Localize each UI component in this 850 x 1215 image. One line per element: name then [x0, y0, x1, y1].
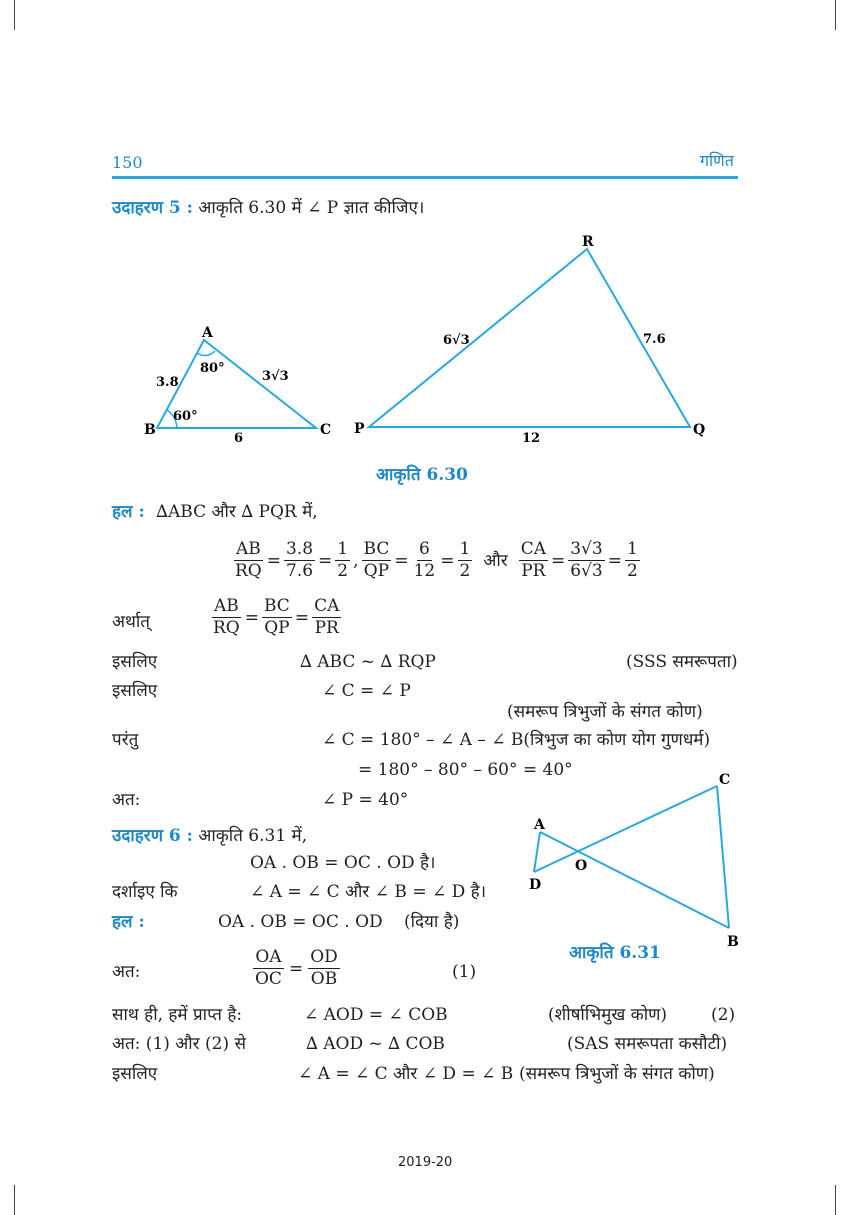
calc-line: = 180° – 80° – 60° = 40° — [358, 760, 573, 780]
example6-text: आकृति 6.31 में, — [198, 826, 308, 846]
side-pr-label: 6√3 — [443, 333, 470, 348]
fig631-vertex-c: C — [719, 772, 731, 788]
side-ac-label: 3√3 — [262, 369, 289, 384]
saath-expr: ∠ AOD = ∠ COB — [304, 1005, 448, 1025]
isliye-expr: ∠ A = ∠ C और ∠ D = ∠ B — [298, 1064, 514, 1084]
equation-2-label: (2) — [711, 1005, 736, 1025]
vertex-r-label: R — [582, 234, 594, 250]
example5-label: उदाहरण 5 : — [112, 198, 193, 218]
fig631-vertex-d: D — [529, 877, 542, 893]
side-bc-label: 6 — [234, 431, 244, 446]
vertex-a-label: A — [202, 325, 213, 341]
side-ab-label: 3.8 — [156, 375, 179, 390]
fig631-vertex-o: O — [575, 858, 588, 874]
figure-6-31-caption: आकृति 6.31 — [569, 943, 661, 963]
vertex-b-label: B — [144, 422, 156, 438]
arthat-label: अर्थात् — [112, 612, 150, 632]
example6-given: OA . OB = OC . OD है। — [250, 853, 436, 873]
isliye1-reason: (SSS समरूपता) — [626, 652, 738, 672]
side-pq-label: 12 — [522, 431, 541, 446]
show-label: दर्शाइए कि — [112, 882, 178, 902]
side-rq-label: 7.6 — [643, 332, 666, 347]
vertex-p-label: P — [354, 421, 365, 437]
page-number: 150 — [112, 153, 143, 172]
saath-reason: (शीर्षाभिमुख कोण) — [548, 1005, 668, 1025]
saath-label: साथ ही, हमें प्राप्त है: — [112, 1005, 243, 1025]
isliye-reason: (समरूप त्रिभुजों के संगत कोण) — [519, 1064, 715, 1084]
isliye2-reason: (समरूप त्रिभुजों के संगत कोण) — [507, 702, 703, 722]
figure-6-31-lines — [534, 786, 729, 928]
solution6-label: हल : — [112, 912, 145, 932]
solution6-atah-label: अत: — [112, 962, 141, 982]
isliye2-expr: ∠ C = ∠ P — [322, 681, 411, 701]
atah2-expr: ∆ AOD ~ ∆ COB — [306, 1034, 445, 1054]
isliye2-label: इसलिए — [112, 681, 158, 701]
isliye1-expr: ∆ ABC ~ ∆ RQP — [300, 652, 436, 672]
footer-year: 2019-20 — [398, 1155, 453, 1170]
solution6-fraction-line: $\frac{OA}{OC}$ = $\frac{OD}{OB}$ — [255, 947, 338, 989]
example6-label: उदाहरण 6 : — [112, 826, 193, 846]
subject-title: गणित — [700, 151, 734, 170]
figure-6-30-caption: आकृति 6.30 — [376, 465, 468, 485]
example5-text: आकृति 6.30 में ∠ P ज्ञात कीजिए। — [198, 198, 425, 218]
solution5-label: हल : — [112, 502, 145, 522]
atah2-label: अत: (1) और (2) से — [112, 1034, 247, 1054]
parantu-expr: ∠ C = 180° – ∠ A – ∠ B(त्रिभुज का कोण योग गुणधर्म) — [322, 730, 711, 750]
fig631-vertex-a: A — [534, 817, 545, 833]
fig631-vertex-b: B — [727, 934, 739, 950]
angle-a-label: 80° — [200, 361, 225, 376]
atah-label: अत: — [112, 790, 141, 810]
show-expr: ∠ A = ∠ C और ∠ B = ∠ D है। — [250, 882, 487, 902]
atah-expr: ∠ P = 40° — [322, 790, 409, 810]
isliye-label: इसलिए — [112, 1064, 158, 1084]
arthat-line: $\frac{AB}{RQ}$ = $\frac{BC}{QP}$ = $\frac{CA}{PR}$ — [213, 596, 340, 638]
atah2-reason: (SAS समरूपता कसौटी) — [567, 1034, 728, 1054]
solution6-given-reason: (दिया है) — [404, 912, 460, 932]
vertex-q-label: Q — [693, 422, 706, 438]
solution6-given-expr: OA . OB = OC . OD — [218, 912, 383, 932]
solution5-intro: ∆ABC और ∆ PQR में, — [156, 502, 318, 522]
angle-b-label: 60° — [173, 409, 198, 424]
vertex-c-label: C — [320, 422, 332, 438]
isliye1-label: इसलिए — [112, 652, 158, 672]
ratio-line: $\frac{AB}{RQ}$ = $\frac{3.8}{7.6}$ = $\frac{1}{2}$ , $\frac{BC}{QP}$ = $\frac{6}{12}$ = $\frac{1}{2}$ और $\frac{CA}{PR}$ = $\frac{3√3}{6√3}$ = $\frac{1}{2}$ — [235, 539, 638, 581]
parantu-label: परंतु — [112, 730, 139, 750]
equation-1-label: (1) — [452, 962, 477, 982]
